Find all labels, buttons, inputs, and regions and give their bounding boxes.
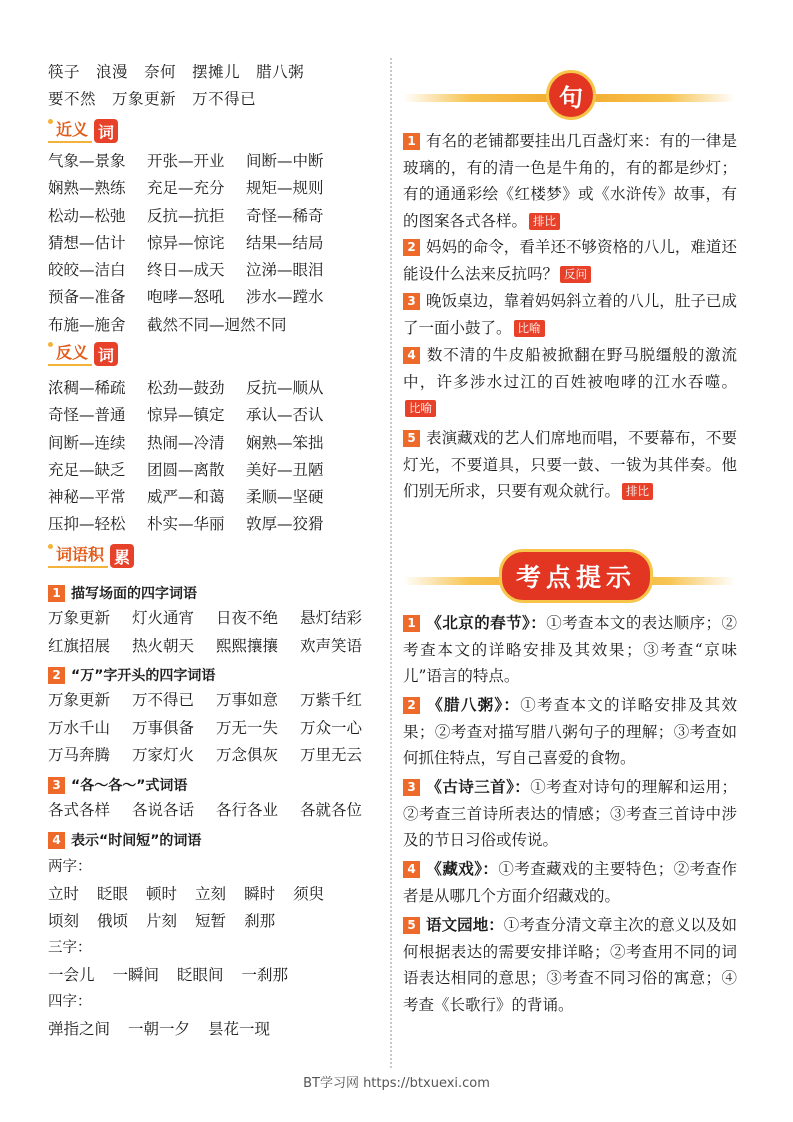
word: 一朝一夕 xyxy=(128,1020,191,1038)
word: 顷刻 xyxy=(48,912,80,930)
word-row xyxy=(48,633,378,661)
heading-dot xyxy=(48,544,53,549)
accumulate-heading xyxy=(48,543,134,569)
number-badge: 5 xyxy=(403,430,420,447)
rhetoric-tag: 排比 xyxy=(622,483,653,500)
two-char-line1 xyxy=(48,882,342,904)
number-badge: 3 xyxy=(48,777,65,794)
word: 各说各话 xyxy=(132,801,195,819)
word: 万事俱备 xyxy=(132,718,195,737)
pair: 开张—开业 xyxy=(147,152,225,170)
sentence-text: 数不清的牛皮船被掀翻在野马脱缰般的激流中，许多涉水过江的百姓被咆哮的江水吞噬。 xyxy=(403,346,737,391)
word: 俄顷 xyxy=(97,912,129,930)
word: 一瞬间 xyxy=(112,966,160,984)
four-char-line xyxy=(48,1017,288,1039)
group-2-words xyxy=(48,687,378,770)
number-badge: 2 xyxy=(403,697,420,714)
pair: 间断—连续 xyxy=(48,433,126,452)
pair: 敦厚—狡猾 xyxy=(246,515,324,534)
group-title-text: “万”字开头的四字词语 xyxy=(71,668,216,684)
word: 各就各位 xyxy=(300,801,363,819)
sentence-2 xyxy=(403,234,737,287)
word-row xyxy=(48,687,378,715)
sentence-text: 有名的老铺都要挂出几百盏灯来：有的一律是玻璃的，有的清一色是牛角的，有的都是纱灯；有的通通彩绘《红楼梦》或《水浒传》故事，有的图案各式各样。 xyxy=(403,132,737,230)
three-char-line xyxy=(48,963,306,985)
lesson-name: 《古诗三首》： xyxy=(426,777,531,796)
word: 欢声笑语 xyxy=(300,636,363,655)
pair: 规矩—规则 xyxy=(246,179,324,198)
pair: 猜想—估计 xyxy=(48,233,126,252)
number-badge: 2 xyxy=(48,667,65,684)
word: 热火朝天 xyxy=(132,636,195,655)
word: 顿时 xyxy=(146,885,178,903)
word: 万无一失 xyxy=(216,718,279,737)
word-row xyxy=(48,742,378,770)
exam-text: ①考查本文的详略安排及其效果；②考查对描写腊八粥句子的理解；③考查如何抓住特点，写自己喜爱的食物。 xyxy=(403,696,737,768)
exam-point-1 xyxy=(403,610,737,690)
pair: 惊异—惊诧 xyxy=(147,233,225,252)
word: 灯火通宵 xyxy=(132,609,195,627)
sentence-1 xyxy=(403,128,737,234)
group-title-text: 表示“时间短”的词语 xyxy=(71,833,202,849)
exam-point-3 xyxy=(403,774,737,854)
word: 腊八粥 xyxy=(256,63,305,81)
synonym-list xyxy=(48,148,378,339)
exam-point-2 xyxy=(403,692,737,772)
number-badge: 2 xyxy=(403,239,420,256)
pair: 结果—结局 xyxy=(246,233,324,252)
pair: 充足—缺乏 xyxy=(48,460,126,479)
heading-text: 词语积 xyxy=(48,544,108,568)
number-badge: 1 xyxy=(403,133,420,150)
antonym-row xyxy=(48,375,378,402)
sentence-3 xyxy=(403,288,737,341)
word: 万象更新 xyxy=(112,90,177,108)
word: 刹那 xyxy=(244,912,276,930)
sentence-text: 晚饭桌边，靠着妈妈斜立着的八儿，肚子已成了一面小鼓了。 xyxy=(403,292,737,337)
group-4-title xyxy=(48,830,201,850)
pair: 松动—松弛 xyxy=(48,206,126,225)
number-badge: 4 xyxy=(403,861,420,878)
lesson-name: 语文园地： xyxy=(426,915,504,934)
number-badge: 4 xyxy=(403,347,420,364)
pair: 充足—充分 xyxy=(147,179,225,198)
word: 眨眼间 xyxy=(177,966,224,984)
word: 日夜不绝 xyxy=(216,609,279,627)
word: 片刻 xyxy=(146,912,178,930)
group-1-words xyxy=(48,605,378,660)
word-row xyxy=(48,605,378,633)
number-badge: 3 xyxy=(403,779,420,796)
pair: 压抑—轻松 xyxy=(48,515,126,534)
sentence-5 xyxy=(403,425,737,505)
sentence-text: 妈妈的命令，看羊还不够资格的八儿，难道还能设什么法来反抗吗？ xyxy=(403,238,737,283)
rhetoric-tag: 比喻 xyxy=(514,320,545,337)
word: 要不然 xyxy=(48,90,97,108)
pair: 浓稠—稀疏 xyxy=(48,379,126,397)
word: 奈何 xyxy=(144,63,177,81)
synonym-row xyxy=(48,284,378,311)
lesson-name: 《北京的春节》： xyxy=(426,613,547,632)
exam-point-5 xyxy=(403,912,737,1018)
heading-badge: 词 xyxy=(94,119,118,143)
sentence-text: 表演藏戏的艺人们席地而唱，不要幕布，不要灯光，不要道具，只要一鼓、一钹为其伴奏。他们别无所求，只要有观众就行。 xyxy=(403,429,737,501)
group-3-words xyxy=(48,797,378,825)
footer-watermark: BT学习网 https://btxuexi.com xyxy=(303,1076,490,1091)
number-badge: 5 xyxy=(403,917,420,934)
word: 万象更新 xyxy=(48,691,111,709)
exam-title: 考点提示 xyxy=(499,549,653,603)
pair: 反抗—抗拒 xyxy=(147,206,225,225)
word: 万事如意 xyxy=(216,691,279,709)
synonym-row xyxy=(48,257,378,284)
pair: 威严—和蔼 xyxy=(147,488,225,507)
heading-dot xyxy=(48,342,53,347)
word: 万里无云 xyxy=(300,746,363,764)
pair: 皎皎—洁白 xyxy=(48,261,126,280)
antonym-row xyxy=(48,430,378,457)
number-badge: 1 xyxy=(48,585,65,602)
antonym-row xyxy=(48,402,378,429)
pair: 柔顺—坚硬 xyxy=(246,488,324,507)
exam-text: ①考查分清文章主次的意义以及如何根据表达的需要安排详略；②考查用不同的词语表达相同的意思；③考查不同习俗的寓意；④考查《长歌行》的背诵。 xyxy=(403,916,737,1014)
word: 瞬时 xyxy=(244,885,276,903)
group-1-title xyxy=(48,583,197,603)
label-two-char: 两字： xyxy=(48,859,92,875)
pair: 神秘—平常 xyxy=(48,488,126,507)
lesson-name: 《腊八粥》： xyxy=(426,695,521,714)
word: 万念俱灰 xyxy=(216,746,279,764)
top-words-line1 xyxy=(48,60,304,82)
exam-banner xyxy=(403,555,735,601)
synonym-row xyxy=(48,203,378,230)
pair: 奇怪—稀奇 xyxy=(246,206,324,225)
pair: 涉水—蹚水 xyxy=(246,288,324,307)
pair: 预备—准备 xyxy=(48,288,126,307)
synonym-row xyxy=(48,230,378,257)
group-title-text: “各～各～”式词语 xyxy=(71,778,188,794)
word: 筷子 xyxy=(48,63,81,81)
word: 万家灯火 xyxy=(132,746,195,764)
word: 昙花一现 xyxy=(208,1020,271,1038)
pair: 气象—景象 xyxy=(48,152,126,170)
exam-point-4 xyxy=(403,856,737,909)
pair: 惊异—镇定 xyxy=(147,406,225,425)
pair: 间断—中断 xyxy=(246,152,324,170)
exam-text: ①考查对诗句的理解和运用；②考查三首诗所表达的情感；③考查三首诗中涉及的节日习俗或传说。 xyxy=(403,778,737,850)
pair: 朴实—华丽 xyxy=(147,515,225,534)
group-3-title xyxy=(48,775,187,795)
exam-text: ①考查藏戏的主要特色；②考查作者是从哪几个方面介绍藏戏的。 xyxy=(403,860,737,905)
number-badge: 1 xyxy=(403,615,420,632)
word: 立刻 xyxy=(195,885,227,903)
heading-text: 反义 xyxy=(48,342,92,366)
word: 浪漫 xyxy=(96,63,129,81)
word: 万紫千红 xyxy=(300,691,363,709)
synonym-row xyxy=(48,175,378,202)
pair: 美好—丑陋 xyxy=(246,460,324,479)
word: 立时 xyxy=(48,885,80,903)
word: 万象更新 xyxy=(48,609,111,627)
heading-dot xyxy=(48,119,53,124)
word: 一会儿 xyxy=(48,966,95,984)
word: 各行各业 xyxy=(216,801,279,819)
synonym-row xyxy=(48,148,378,175)
heading-badge: 累 xyxy=(110,544,134,568)
pair: 终日—成天 xyxy=(147,261,225,280)
label-three-char: 三字： xyxy=(48,940,92,956)
pair: 热闹—冷清 xyxy=(147,433,225,452)
number-badge: 4 xyxy=(48,832,65,849)
sentence-4 xyxy=(403,342,737,422)
word: 万众一心 xyxy=(300,718,363,737)
sentences-banner xyxy=(403,72,735,118)
two-char-line2 xyxy=(48,909,293,931)
pair: 娴熟—笨拙 xyxy=(246,433,324,452)
word: 一刹那 xyxy=(241,966,289,984)
pair: 承认—否认 xyxy=(246,406,324,425)
antonym-row xyxy=(48,484,378,511)
rhetoric-tag: 排比 xyxy=(529,213,560,230)
word: 悬灯结彩 xyxy=(300,609,363,627)
pair: 团圆—离散 xyxy=(147,460,225,479)
pair: 松劲—鼓劲 xyxy=(147,379,225,397)
synonyms-heading xyxy=(48,118,118,144)
word: 熙熙攘攘 xyxy=(216,636,279,655)
antonyms-heading xyxy=(48,341,118,367)
word: 眨眼 xyxy=(97,885,129,903)
word: 红旗招展 xyxy=(48,636,111,655)
word: 万不得已 xyxy=(192,90,257,108)
word-row xyxy=(48,797,378,825)
word: 各式各样 xyxy=(48,801,111,819)
pair: 泣涕—眼泪 xyxy=(246,261,324,280)
synonym-row xyxy=(48,312,378,339)
column-divider xyxy=(390,58,392,1068)
word: 万不得已 xyxy=(132,691,195,709)
pair: 反抗—顺从 xyxy=(246,379,324,397)
word: 摆摊儿 xyxy=(192,63,241,81)
group-2-title xyxy=(48,665,215,685)
antonym-row xyxy=(48,511,378,538)
sentences-title: 句 xyxy=(546,70,596,120)
label-four-char: 四字： xyxy=(48,994,92,1010)
heading-text: 近义 xyxy=(48,119,92,143)
top-words-line2 xyxy=(48,87,256,109)
word: 须臾 xyxy=(293,885,325,903)
word: 短暂 xyxy=(195,912,227,930)
antonym-row xyxy=(48,457,378,484)
word: 弹指之间 xyxy=(48,1020,111,1038)
pair: 咆哮—怒吼 xyxy=(147,288,225,307)
word: 万马奔腾 xyxy=(48,746,111,764)
rhetoric-tag: 反问 xyxy=(560,266,591,283)
lesson-name: 《藏戏》： xyxy=(426,859,499,878)
group-title-text: 描写场面的四字词语 xyxy=(71,586,197,602)
pair: 截然不同—迥然不同 xyxy=(147,315,287,334)
rhetoric-tag: 比喻 xyxy=(405,400,436,417)
antonym-list xyxy=(48,375,378,539)
word-row xyxy=(48,715,378,743)
pair: 娴熟—熟练 xyxy=(48,179,126,198)
word: 万水千山 xyxy=(48,718,111,737)
pair: 奇怪—普通 xyxy=(48,406,126,425)
exam-text: ①考查本文的表达顺序；②考查本文的详略安排及其效果；③考查“京味儿”语言的特点。 xyxy=(403,614,737,686)
number-badge: 3 xyxy=(403,293,420,310)
heading-badge: 词 xyxy=(94,342,118,366)
pair: 布施—施舍 xyxy=(48,315,126,334)
